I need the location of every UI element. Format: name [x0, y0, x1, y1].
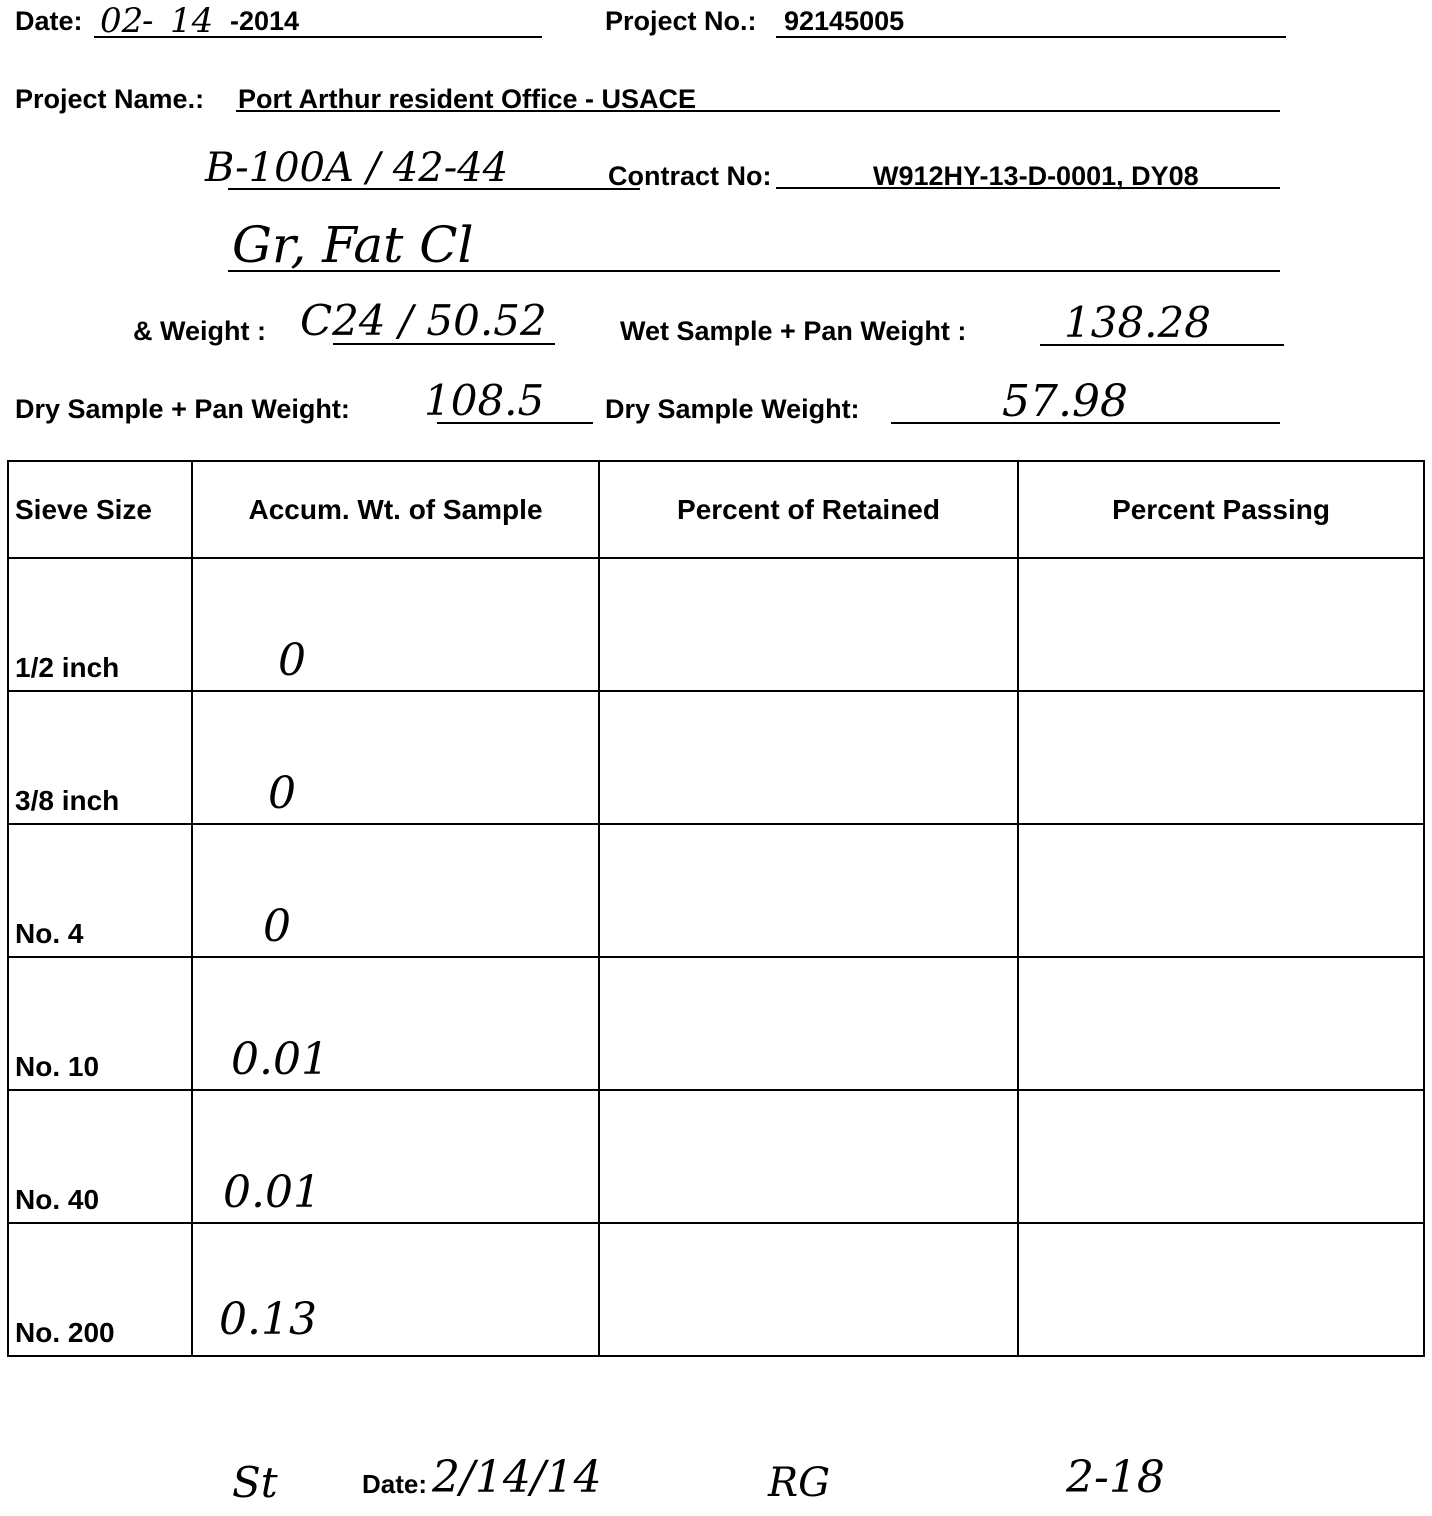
accum-wt-value: 0 [278, 635, 306, 686]
header-accum-wt: Accum. Wt. of Sample [192, 461, 599, 558]
sieve-size-cell [8, 691, 192, 824]
date-separator: - [142, 1, 154, 41]
contract-no-label: Contract No: [608, 161, 772, 191]
table-row [8, 691, 1424, 824]
pan-weight-label: & Weight : [133, 316, 266, 346]
accum-wt-value: 0 [268, 768, 296, 819]
date-month: 02 [100, 1, 144, 41]
percent-passing-cell [1018, 824, 1424, 957]
project-name-value: Port Arthur resident Office - USACE [238, 84, 697, 114]
boring-value: B-100A / 42-44 [205, 145, 509, 191]
tested-by-initials: St [232, 1458, 278, 1507]
sieve-size-cell [8, 1223, 192, 1356]
table-row [8, 1223, 1424, 1356]
percent-retained-cell [599, 1223, 1018, 1356]
date-day: 14 [170, 1, 214, 41]
table-row [8, 824, 1424, 957]
checked-date: 2-18 [1066, 1452, 1165, 1503]
accum-wt-value: 0 [263, 901, 291, 952]
checked-by-initials: RG [768, 1460, 831, 1506]
pan-weight-value: C24 / 50.52 [300, 296, 547, 345]
table-row [8, 558, 1424, 691]
accum-wt-cell [192, 558, 599, 691]
sieve-size: No. 40 [15, 1184, 100, 1215]
percent-passing-cell [1018, 558, 1424, 691]
dry-weight-label: Dry Sample Weight: [605, 394, 860, 424]
wet-weight-label: Wet Sample + Pan Weight : [620, 316, 967, 346]
footer-date-label: Date: [362, 1469, 428, 1499]
accum-wt-value: 0.01 [223, 1167, 321, 1218]
percent-retained-cell [599, 824, 1018, 957]
accum-wt-value: 0.13 [219, 1294, 317, 1345]
sieve-size: No. 200 [15, 1317, 115, 1348]
date-label: Date: [15, 6, 83, 36]
sieve-size: No. 4 [15, 918, 84, 949]
project-no-label: Project No.: [605, 6, 757, 36]
contract-no-value: W912HY-13-D-0001, DY08 [873, 161, 1199, 191]
sieve-size-cell [8, 1090, 192, 1223]
dry-pan-weight-value: 108.5 [424, 376, 545, 425]
accum-wt-cell [192, 957, 599, 1090]
date-year: -2014 [230, 6, 300, 36]
sieve-size-cell [8, 824, 192, 957]
percent-retained-cell [599, 957, 1018, 1090]
sieve-size: No. 10 [15, 1051, 100, 1082]
project-name-label: Project Name.: [15, 84, 205, 114]
percent-passing-cell [1018, 691, 1424, 824]
date-underline [94, 36, 542, 38]
project-no-value: 92145005 [784, 6, 905, 36]
percent-passing-cell [1018, 957, 1424, 1090]
header-percent-passing: Percent Passing [1018, 461, 1424, 558]
tested-date: 2/14/14 [432, 1452, 602, 1503]
description-value: Gr, Fat Cl [232, 216, 474, 274]
accum-wt-cell [192, 1223, 599, 1356]
project-no-underline [776, 36, 1286, 38]
dry-weight-value: 57.98 [1002, 376, 1128, 427]
percent-passing-cell [1018, 1090, 1424, 1223]
accum-wt-cell [192, 691, 599, 824]
header-percent-retained: Percent of Retained [599, 461, 1018, 558]
accum-wt-cell [192, 824, 599, 957]
percent-retained-cell [599, 691, 1018, 824]
accum-wt-cell [192, 1090, 599, 1223]
wet-weight-value: 138.28 [1064, 298, 1211, 347]
sieve-size-cell [8, 558, 192, 691]
table-header-row [8, 461, 1424, 558]
accum-wt-value: 0.01 [231, 1034, 329, 1085]
sieve-size: 3/8 inch [15, 785, 120, 816]
dry-pan-weight-label: Dry Sample + Pan Weight: [15, 394, 350, 424]
table-row [8, 957, 1424, 1090]
sieve-size-cell [8, 957, 192, 1090]
table-row [8, 1090, 1424, 1223]
percent-retained-cell [599, 558, 1018, 691]
percent-passing-cell [1018, 1223, 1424, 1356]
percent-retained-cell [599, 1090, 1018, 1223]
sieve-analysis-table [7, 460, 1425, 1357]
header-sieve-size: Sieve Size [8, 461, 192, 558]
sieve-size: 1/2 inch [15, 652, 120, 683]
